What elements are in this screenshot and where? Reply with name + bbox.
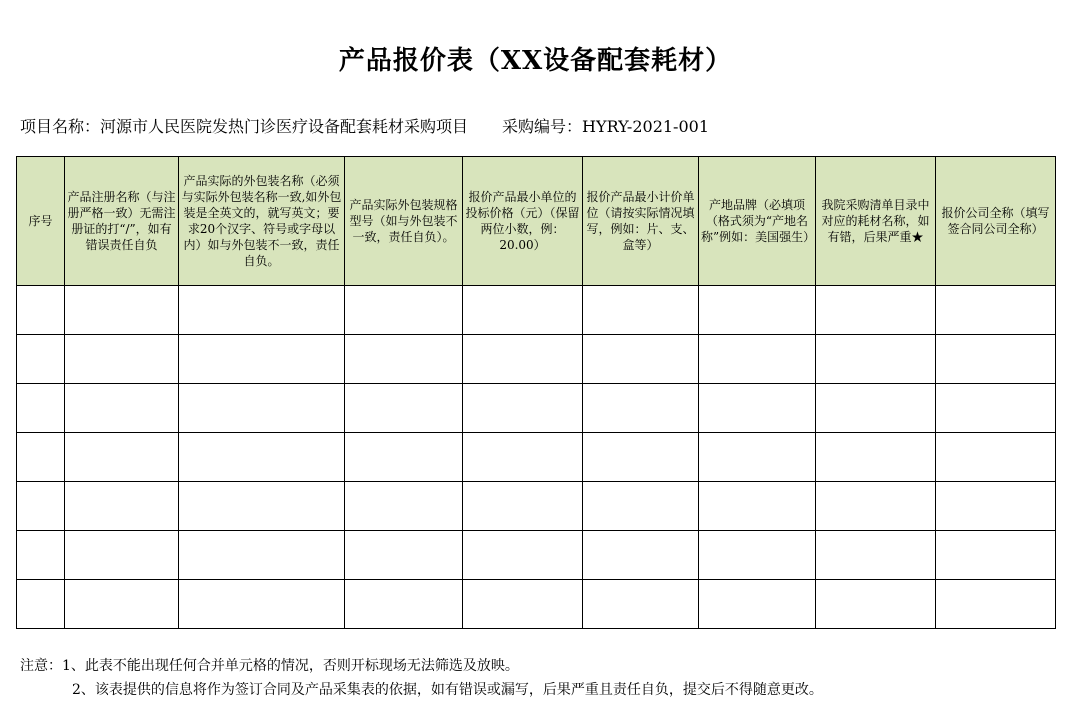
table-cell[interactable] — [936, 384, 1056, 433]
table-cell[interactable] — [816, 384, 936, 433]
header-company-name: 报价公司全称（填写签合同公司全称） — [936, 157, 1056, 286]
table-cell[interactable] — [699, 335, 816, 384]
table-cell[interactable] — [65, 580, 179, 629]
table-cell[interactable] — [936, 482, 1056, 531]
table-cell[interactable] — [583, 384, 699, 433]
table-row — [17, 531, 1056, 580]
page-title: 产品报价表（XX设备配套耗材） — [338, 46, 733, 76]
table-cell[interactable] — [65, 433, 179, 482]
table-cell[interactable] — [936, 580, 1056, 629]
table-cell[interactable] — [179, 286, 345, 335]
table-cell[interactable] — [699, 482, 816, 531]
table-cell[interactable] — [179, 433, 345, 482]
table-row — [17, 286, 1056, 335]
table-cell[interactable] — [699, 531, 816, 580]
header-catalog-name: 我院采购清单目录中对应的耗材名称，如有错，后果严重★ — [816, 157, 936, 286]
table-cell[interactable] — [463, 335, 583, 384]
table-cell[interactable] — [17, 433, 65, 482]
note-item: 2、该表提供的信息将作为签订合同及产品采集表的依据，如有错误或漏写，后果严重且责任自负，提交后不得随意更改。 — [72, 682, 823, 698]
table-cell[interactable] — [345, 531, 463, 580]
table-cell[interactable] — [936, 335, 1056, 384]
table-cell[interactable] — [179, 335, 345, 384]
table-cell[interactable] — [816, 482, 936, 531]
table-cell[interactable] — [816, 286, 936, 335]
table-cell[interactable] — [463, 580, 583, 629]
table-cell[interactable] — [17, 531, 65, 580]
notes — [20, 654, 823, 702]
table-cell[interactable] — [583, 286, 699, 335]
table-cell[interactable] — [463, 531, 583, 580]
table-cell[interactable] — [179, 580, 345, 629]
table-cell[interactable] — [699, 384, 816, 433]
table-cell[interactable] — [179, 482, 345, 531]
header-registered-name: 产品注册名称（与注册严格一致）无需注册证的打“/”，如有错误责任自负 — [65, 157, 179, 286]
project-info — [20, 114, 709, 137]
header-package-spec: 产品实际外包装规格型号（如与外包装不一致，责任自负）。 — [345, 157, 463, 286]
table-cell[interactable] — [936, 286, 1056, 335]
table-cell[interactable] — [699, 433, 816, 482]
header-pricing-unit: 报价产品最小计价单位（请按实际情况填写，例如：片、支、盒等） — [583, 157, 699, 286]
table-cell[interactable] — [65, 286, 179, 335]
note-line-2 — [20, 678, 823, 702]
table-cell[interactable] — [699, 580, 816, 629]
project-name-value: 河源市人民医院发热门诊医疗设备配套耗材采购项目 — [100, 117, 469, 136]
table-cell[interactable] — [816, 580, 936, 629]
header-origin-brand: 产地品牌（必填项（格式须为“产地名称”例如：美国强生） — [699, 157, 816, 286]
table-cell[interactable] — [816, 531, 936, 580]
table-body — [17, 286, 1056, 629]
quote-table — [16, 156, 1056, 629]
table-cell[interactable] — [583, 482, 699, 531]
table-cell[interactable] — [65, 384, 179, 433]
table-cell[interactable] — [463, 286, 583, 335]
table-cell[interactable] — [583, 335, 699, 384]
note-item: 1、此表不能出现任何合并单元格的情况，否则开标现场无法筛选及放映。 — [62, 658, 519, 674]
table-cell[interactable] — [816, 335, 936, 384]
table-cell[interactable] — [345, 335, 463, 384]
project-name-label: 项目名称： — [20, 117, 101, 136]
table-cell[interactable] — [936, 531, 1056, 580]
table-cell[interactable] — [583, 433, 699, 482]
table-row — [17, 482, 1056, 531]
table-cell[interactable] — [816, 433, 936, 482]
procurement-code-value: HYRY-2021-001 — [582, 117, 709, 136]
table-cell[interactable] — [179, 384, 345, 433]
table-cell[interactable] — [345, 433, 463, 482]
notes-prefix: 注意： — [20, 658, 62, 674]
table-cell[interactable] — [699, 286, 816, 335]
table-cell[interactable] — [345, 286, 463, 335]
table-cell[interactable] — [65, 531, 179, 580]
table-cell[interactable] — [17, 335, 65, 384]
table-cell[interactable] — [179, 531, 345, 580]
table-cell[interactable] — [65, 482, 179, 531]
table-cell[interactable] — [345, 384, 463, 433]
header-package-name: 产品实际的外包装名称（必须与实际外包装名称一致,如外包装是全英文的，就写英文；要求20个汉字、符号或字母以内）如与外包装不一致，责任自负。 — [179, 157, 345, 286]
table-cell[interactable] — [17, 286, 65, 335]
table-cell[interactable] — [583, 531, 699, 580]
header-serial: 序号 — [17, 157, 65, 286]
table-cell[interactable] — [345, 482, 463, 531]
header-unit-price: 报价产品最小单位的投标价格（元）（保留两位小数，例：20.00） — [463, 157, 583, 286]
table-cell[interactable] — [936, 433, 1056, 482]
table-cell[interactable] — [17, 482, 65, 531]
table-cell[interactable] — [65, 335, 179, 384]
table-row — [17, 580, 1056, 629]
note-line-1 — [20, 654, 823, 678]
table-cell[interactable] — [345, 580, 463, 629]
table-row — [17, 433, 1056, 482]
table-cell[interactable] — [463, 433, 583, 482]
table-cell[interactable] — [17, 580, 65, 629]
table-cell[interactable] — [463, 384, 583, 433]
table-row — [17, 335, 1056, 384]
procurement-code-label: 采购编号： — [502, 117, 583, 136]
table-header-row — [17, 157, 1056, 286]
table-cell[interactable] — [583, 580, 699, 629]
table-row — [17, 384, 1056, 433]
table-cell[interactable] — [463, 482, 583, 531]
table-cell[interactable] — [17, 384, 65, 433]
